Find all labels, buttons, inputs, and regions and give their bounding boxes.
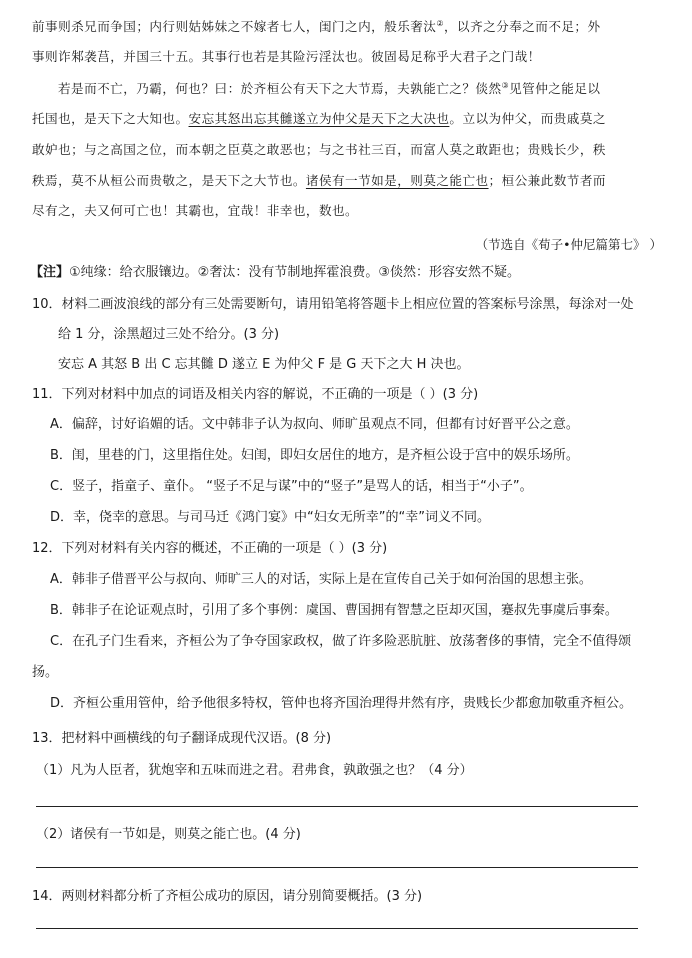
text-span: ，以齐之分奉之而不足；外 xyxy=(443,19,601,34)
text-span: 见管仲之能足以 xyxy=(509,81,601,96)
q14-stem: 14．两则材料都分析了齐桓公成功的原因，请分别简要概括。(3 分) xyxy=(32,889,423,904)
q11-option-a: A．偏辞，讨好谄媚的话。文中韩非子认为叔向、师旷虽观点不同，但都有讨好晋平公之意。 xyxy=(50,417,579,432)
q13-sentence-2: （2）诸侯有一节如是，则莫之能亡也。(4 分) xyxy=(36,827,301,842)
answer-line[interactable] xyxy=(36,867,638,868)
q11-option-c: C．竖子，指童子、童仆。 “竖子不足与谋”中的“竖子”是骂人的话，相当于“小子”。 xyxy=(50,479,533,494)
q11-option-b: B．闺，里巷的门，这里指住处。妇闺，即妇女居住的地方，是齐桓公设于宫中的娱乐场所。 xyxy=(50,448,579,463)
answer-line[interactable] xyxy=(36,928,638,929)
text-span: 前事则杀兄而争国；内行则姑姊妹之不嫁者七人，闺门之内，般乐奢汰 xyxy=(32,19,437,34)
passage-line-2: 事则诈邾袭莒，并国三十五。其事行也若是其险污淫汰也。彼固曷足称乎大君子之门哉！ xyxy=(32,49,541,64)
q12-option-c-cont: 扬。 xyxy=(32,665,59,680)
text-span: 托国也，是天下之大知也。 xyxy=(32,111,189,126)
q12-option-c: C．在孔子门生看来，齐桓公为了争夺国家政权，做了许多险恶肮脏、放荡奢侈的事情，完全不值得颂 xyxy=(50,634,632,649)
q13-sentence-1: （1）凡为人臣者，犹炮宰和五味而进之君。君弗食，孰敢强之也？（4 分） xyxy=(36,763,473,778)
footnote-mark: ③ xyxy=(501,80,510,90)
q10-stem: 10．材料二画波浪线的部分有三处需要断句，请用铅笔将答题卡上相应位置的答案标号涂黑，每涂对一处 xyxy=(32,297,634,312)
underlined-sentence: 诸侯有一节如是，则莫之能亡也 xyxy=(305,173,489,188)
q10-break-options: 安忘 A 其怒 B 出 C 忘其雠 D 遂立 E 为仲父 F 是 G 天下之大 H 决也。 xyxy=(58,357,470,372)
passage-line-1 xyxy=(32,18,601,36)
passage-line-5: 敢妒也；与之高国之位，而本朝之臣莫之敢恶也；与之书社三百，而富人莫之敢距也；贵贱长少，秩 xyxy=(32,142,606,157)
underlined-sentence: 安忘其怒出忘其雠遂立为仲父是天下之大决也 xyxy=(188,111,450,126)
footnote-mark: ② xyxy=(436,18,444,28)
passage-line-4 xyxy=(32,110,606,128)
passage-source: （节选自《荀子•仲尼篇第七》 ） xyxy=(475,237,662,252)
note-line xyxy=(30,264,520,282)
answer-line[interactable] xyxy=(36,806,638,807)
q11-stem: 11．下列对材料中加点的词语及相关内容的解说，不正确的一项是（ ）(3 分) xyxy=(32,387,479,402)
note-text: ①纯缘：给衣服镶边。②奢汰：没有节制地挥霍浪费。③倓然：形容安然不疑。 xyxy=(69,265,520,280)
note-label: 【注】 xyxy=(30,265,70,280)
q12-option-b: B．韩非子在论证观点时，引用了多个事例：虞国、曹国拥有智慧之臣却灭国，蹇叔先事虞后事秦。 xyxy=(50,603,618,618)
passage-line-7: 尽有之，夫又何可亡也！其霸也，宜哉！非幸也，数也。 xyxy=(32,203,359,218)
text-span: 。立以为仲父，而贵戚莫之 xyxy=(449,111,606,126)
q12-option-d: D．齐桓公重用管仲，给予他很多特权，管仲也将齐国治理得井然有序，贵贱长少都愈加敬重齐桓公。 xyxy=(50,696,633,711)
passage-line-3 xyxy=(58,80,600,98)
q13-stem: 13．把材料中画横线的句子翻译成现代汉语。(8 分) xyxy=(32,731,332,746)
q11-option-d: D．幸，侥幸的意思。与司马迁《鸿门宴》中“妇女无所幸”的“幸”词义不同。 xyxy=(50,510,490,525)
text-span: ；桓公兼此数节者而 xyxy=(488,173,606,188)
q12-stem: 12．下列对材料有关内容的概述，不正确的一项是（ ）(3 分) xyxy=(32,541,388,556)
text-span: 秩焉，莫不从桓公而贵敬之，是天下之大节也。 xyxy=(32,173,306,188)
q10-stem-cont: 给 1 分，涂黑超过三处不给分。(3 分) xyxy=(58,327,280,342)
q12-option-a: A．韩非子借晋平公与叔向、师旷三人的对话，实际上是在宣传自己关于如何治国的思想主张。 xyxy=(50,572,592,587)
passage-line-6 xyxy=(32,172,606,190)
text-span: 若是而不亡，乃霸，何也？曰：於齐桓公有天下之大节焉，夫孰能亡之？倓然 xyxy=(58,81,502,96)
